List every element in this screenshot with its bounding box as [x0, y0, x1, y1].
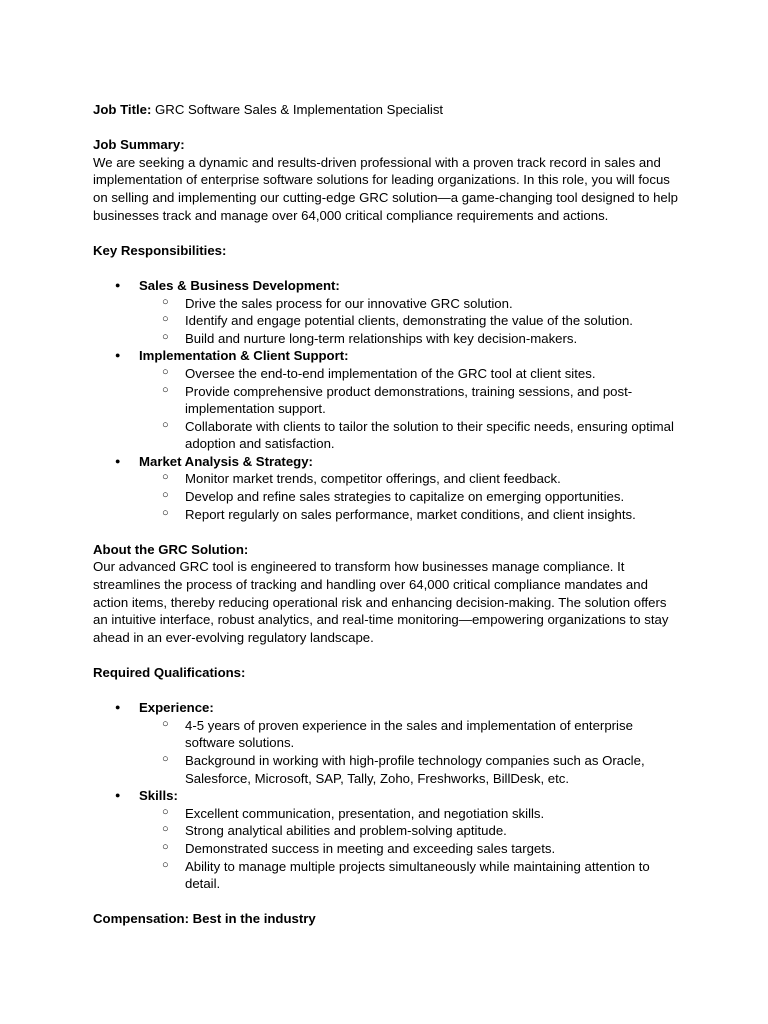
list-item: ○ 4-5 years of proven experience in the sales and implementation of enterprise software solutions.: [162, 717, 633, 751]
circle-bullet-icon: ○: [162, 418, 169, 431]
responsibility-group: [93, 347, 683, 453]
list-item: ○ Background in working with high-profile technology companies such as Oracle, Salesforce, Microsoft, SAP, Tally, Zoho, Freshworks, BillDesk, etc.: [162, 752, 645, 786]
list-item: ○ Drive the sales process for our innovative GRC solution.: [162, 295, 513, 311]
circle-bullet-icon: ○: [162, 717, 169, 730]
qualification-group: [93, 699, 683, 787]
document-content: [93, 101, 683, 928]
circle-bullet-icon: ○: [162, 383, 169, 396]
list-item: ○ Collaborate with clients to tailor the solution to their specific needs, ensuring optimal adoption and satisfaction.: [162, 418, 674, 452]
qualifications-heading: Required Qualifications:: [93, 665, 246, 680]
responsibility-group: [93, 277, 683, 347]
group-title: Experience:: [139, 700, 214, 716]
list-item: ○ Provide comprehensive product demonstrations, training sessions, and post-implementation support.: [162, 383, 633, 417]
circle-bullet-icon: ○: [162, 506, 169, 519]
bullet-icon: ●: [115, 455, 121, 466]
circle-bullet-icon: ○: [162, 471, 169, 484]
group-title: Implementation & Client Support:: [139, 348, 349, 364]
group-title: Market Analysis & Strategy:: [139, 453, 313, 469]
job-summary-heading: Job Summary:: [93, 137, 185, 153]
bullet-icon: ●: [115, 350, 121, 361]
circle-bullet-icon: ○: [162, 489, 169, 502]
responsibilities-list: [93, 277, 683, 523]
bullet-icon: ●: [115, 279, 121, 290]
group-title: Skills:: [139, 788, 178, 804]
compensation-line: Compensation: Best in the industry: [93, 911, 316, 927]
circle-bullet-icon: ○: [162, 752, 169, 765]
job-title-label: Job Title:: [93, 102, 152, 117]
responsibilities-heading: Key Responsibilities:: [93, 242, 227, 258]
circle-bullet-icon: ○: [162, 805, 169, 818]
list-item: ○ Monitor market trends, competitor offerings, and client feedback.: [162, 471, 561, 487]
about-heading: About the GRC Solution:: [93, 541, 249, 557]
bullet-icon: ●: [115, 790, 121, 801]
circle-bullet-icon: ○: [162, 330, 169, 343]
qualification-group: [93, 787, 683, 893]
group-title: Sales & Business Development:: [139, 277, 340, 293]
list-item: ○ Oversee the end-to-end implementation of the GRC tool at client sites.: [162, 365, 596, 381]
circle-bullet-icon: ○: [162, 823, 169, 836]
job-summary-text: We are seeking a dynamic and results-driven professional with a proven track record in sales and implementation of enterprise software solutions for leading organizations. In this role, you will focus on selling and implementing our cutting-edge GRC solution—a game-changing tool designed to help businesses track and manage over 64,000 critical compliance requirements and actions.: [93, 154, 679, 223]
list-item: ○ Strong analytical abilities and problem-solving aptitude.: [162, 823, 507, 839]
list-item: ○ Demonstrated success in meeting and exceeding sales targets.: [162, 840, 556, 856]
circle-bullet-icon: ○: [162, 365, 169, 378]
list-item: ○ Identify and engage potential clients, demonstrating the value of the solution.: [162, 313, 633, 329]
list-item: ○ Report regularly on sales performance, market conditions, and client insights.: [162, 506, 636, 522]
list-item: ○ Develop and refine sales strategies to capitalize on emerging opportunities.: [162, 489, 625, 505]
list-item: ○ Excellent communication, presentation, and negotiation skills.: [162, 805, 545, 821]
bullet-icon: ●: [115, 702, 121, 713]
job-title-value: GRC Software Sales & Implementation Specialist: [155, 102, 444, 117]
responsibility-group: [93, 453, 683, 523]
circle-bullet-icon: ○: [162, 295, 169, 308]
about-text: Our advanced GRC tool is engineered to transform how businesses manage compliance. It streamlines the process of tracking and handling over 64,000 critical compliance mandates and action items, thereby reducing operational risk and enhancing decision-making. The solution offers an intuitive interface, robust analytics, and real-time monitoring—empowering organizations to stay ahead in an ever-evolving regulatory landscape.: [93, 559, 669, 645]
list-item: ○ Ability to manage multiple projects simultaneously while maintaining attention to detail.: [162, 858, 650, 892]
list-item: ○ Build and nurture long-term relationships with key decision-makers.: [162, 330, 578, 346]
qualifications-list: [93, 699, 683, 893]
circle-bullet-icon: ○: [162, 840, 169, 853]
circle-bullet-icon: ○: [162, 313, 169, 326]
circle-bullet-icon: ○: [162, 858, 169, 871]
job-title-line: [93, 101, 683, 119]
